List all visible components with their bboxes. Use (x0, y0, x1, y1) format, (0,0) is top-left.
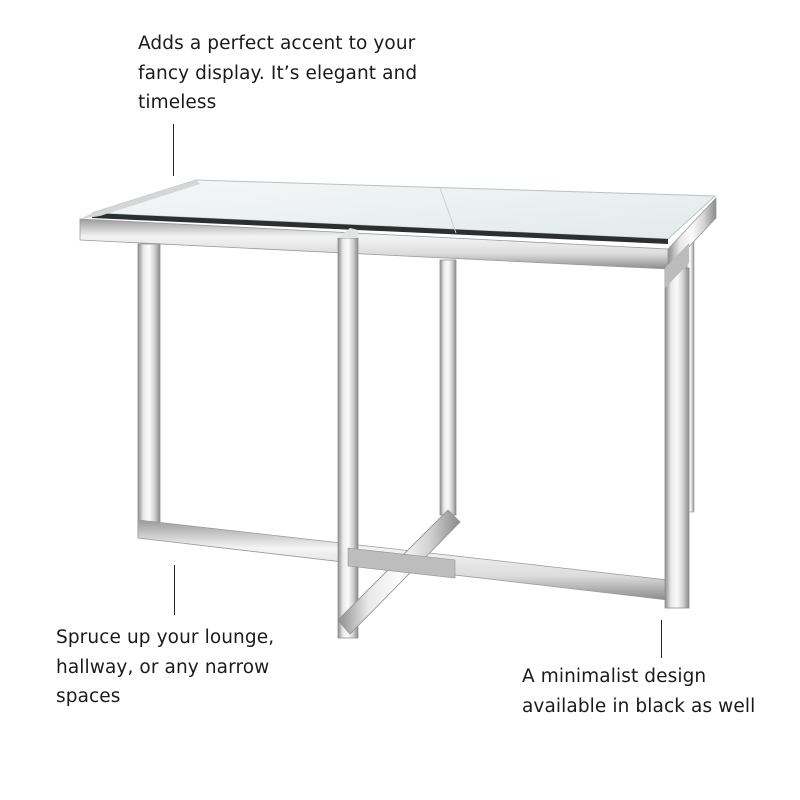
callout-top-line: timeless (138, 92, 217, 113)
callout-left-line: Spruce up your lounge, (56, 627, 275, 648)
leader-line-top (173, 124, 174, 176)
callout-accent-text (138, 29, 417, 118)
callout-right-line: available in black as well (522, 695, 756, 717)
callout-right-line: A minimalist design (522, 666, 707, 687)
right-end-frame (665, 243, 689, 608)
callout-left-line: hallway, or any narrow (56, 656, 270, 678)
callout-spaces-text (56, 623, 274, 712)
callout-top-line: Adds a perfect accent to your (138, 33, 416, 54)
leader-line-right (661, 620, 662, 658)
center-x-base (338, 228, 460, 638)
leader-line-left (174, 565, 175, 615)
callout-left-line: spaces (56, 686, 121, 707)
left-end-frame (138, 244, 668, 600)
callout-top-line: fancy display. It’s elegant and (138, 62, 418, 84)
callout-design-text (522, 662, 755, 721)
